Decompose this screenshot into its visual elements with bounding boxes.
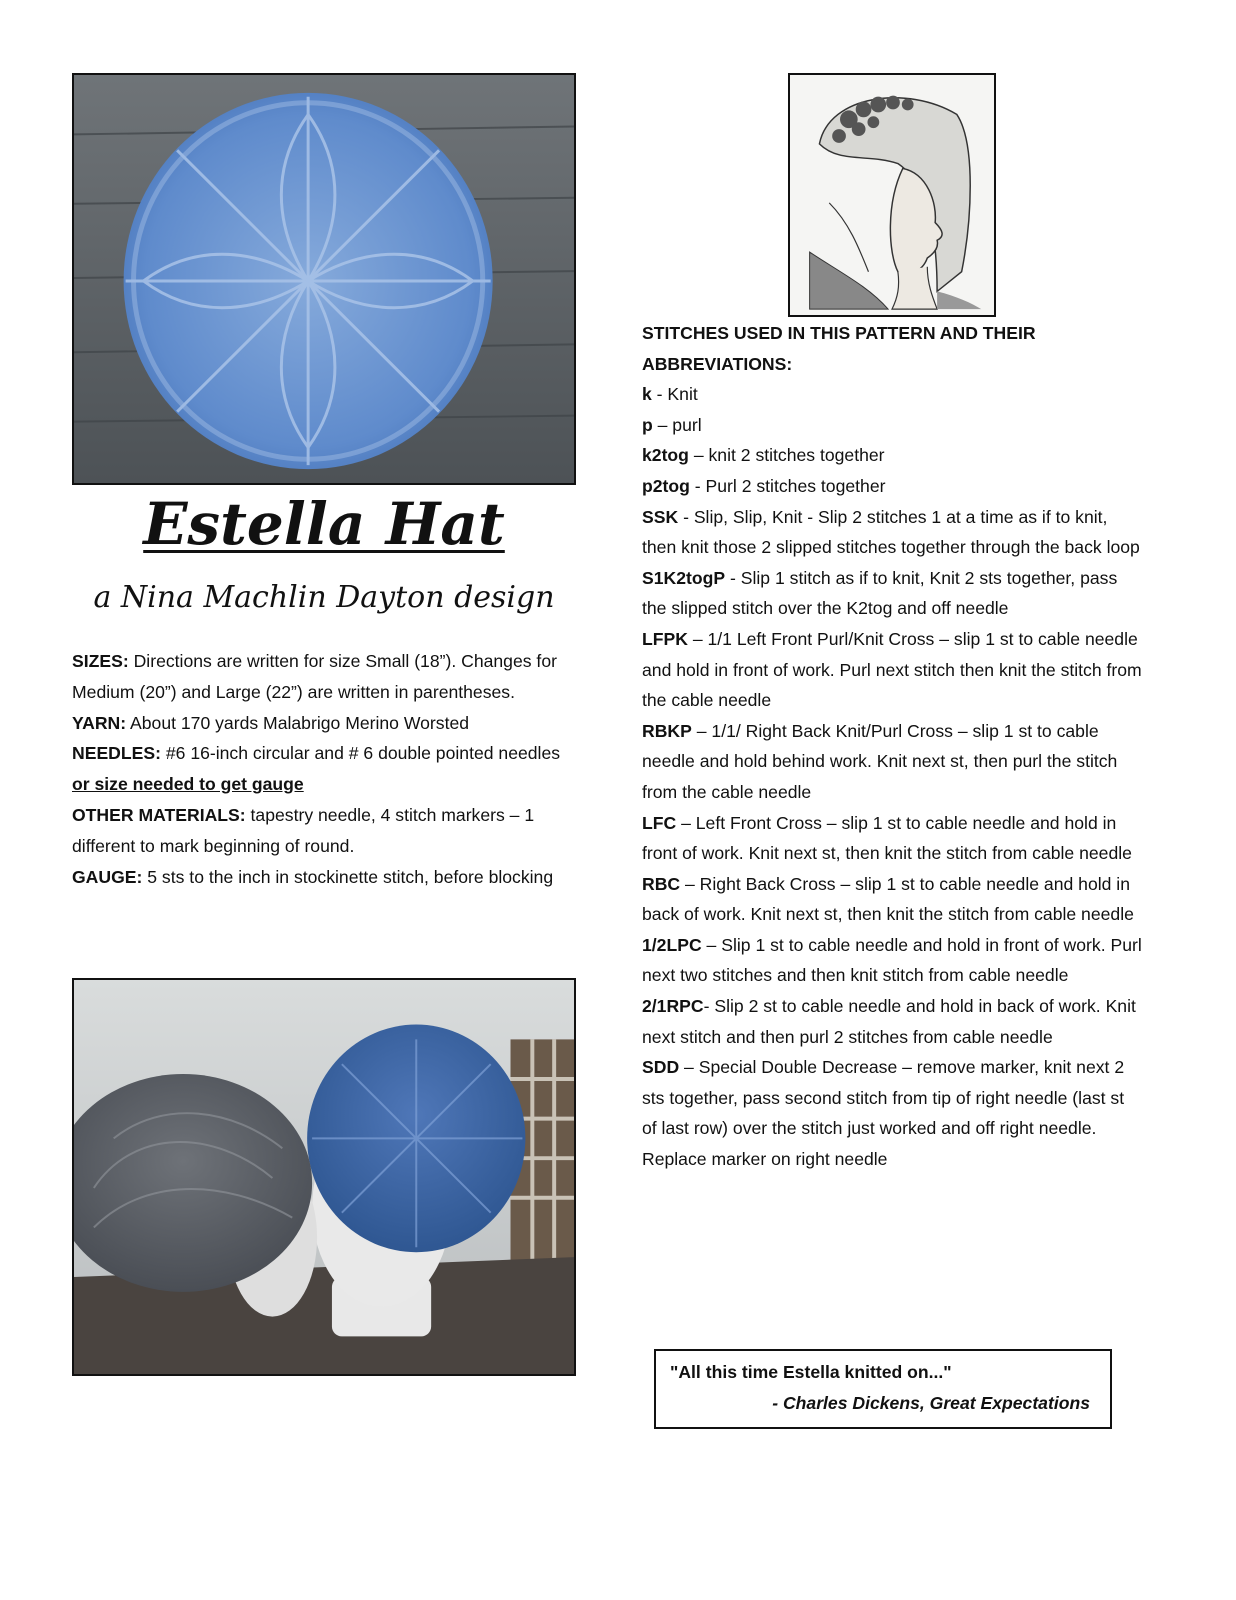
stitch-item (642, 991, 1142, 1052)
pattern-subtitle: a Nina Machlin Dayton design (93, 580, 555, 615)
bonnet-woman-illustration (790, 75, 994, 315)
stitch-list (642, 379, 1142, 1174)
stitch-description: – Slip 1 st to cable needle and hold in front of work. Purl next two stitches and then knit stitch from cable needle (642, 934, 1142, 986)
gauge-note: or size needed to get gauge (72, 774, 304, 795)
stitch-description: - Slip, Slip, Knit - Slip 2 stitches 1 at a time as if to knit, then knit those 2 slipped stitches together through the back loop (642, 506, 1140, 558)
quote-box (654, 1349, 1112, 1429)
stitch-abbreviation: k (642, 384, 652, 405)
needles-paragraph: NEEDLES: #6 16-inch circular and # 6 double pointed needles or size needed to get gauge (72, 743, 561, 795)
stitch-abbreviation: RBC (642, 873, 681, 894)
stitch-item (642, 624, 1142, 716)
stitch-description: – Special Double Decrease – remove marker, knit next 2 sts together, pass second stitch from tip of right needle (last st of last row) over the stitch just worked and off right needle. Replace marker on right needle (642, 1057, 1125, 1170)
stitch-abbreviation: SSK (642, 506, 679, 527)
stitch-item (642, 716, 1142, 808)
stitch-item (642, 563, 1142, 624)
stitch-description: – Left Front Cross – slip 1 st to cable needle and hold in front of work. Knit next st, then knit the stitch from cable needle (642, 812, 1132, 864)
stitch-abbreviation: LFPK (642, 628, 688, 649)
hats-on-mannequins-image (74, 980, 574, 1374)
stitch-abbreviation: 2/1RPC (642, 996, 704, 1017)
stitch-item (642, 1052, 1142, 1174)
materials-paragraph: OTHER MATERIALS: tapestry needle, 4 stitch markers – 1 different to mark beginning of round. (72, 804, 535, 856)
stitch-item (642, 808, 1142, 869)
pattern-title: Estella Hat (143, 490, 505, 558)
stitch-abbreviation: RBKP (642, 720, 692, 741)
stitch-description: - Purl 2 stitches together (689, 475, 886, 496)
photo-blue-beret (72, 73, 576, 485)
stitch-description: – 1/1/ Right Back Knit/Purl Cross – slip 1 st to cable needle and hold behind work. Knit next st, then purl the stitch from the cable needle (642, 720, 1118, 802)
quote-attribution: - Charles Dickens, Great Expectations (772, 1393, 1090, 1413)
stitch-abbreviation: k2tog (642, 445, 689, 466)
stitch-item (642, 502, 1142, 563)
stitch-abbreviation: LFC (642, 812, 677, 833)
quote-text: "All this time Estella knitted on..." (670, 1362, 952, 1382)
beret-top-image (74, 75, 574, 483)
stitches-heading: STITCHES USED IN THIS PATTERN AND THEIR ABBREVIATIONS: (642, 323, 1036, 374)
photo-two-hats (72, 978, 576, 1376)
stitch-description: – knit 2 stitches together (688, 445, 885, 466)
stitch-description: – Right Back Cross – slip 1 st to cable needle and hold in back of work. Knit next st, then knit the stitch from cable needle (642, 873, 1134, 925)
yarn-paragraph: YARN: About 170 yards Malabrigo Merino Worsted (72, 712, 470, 733)
stitch-item (642, 410, 1142, 441)
gauge-paragraph: GAUGE: 5 sts to the inch in stockinette stitch, before blocking (72, 866, 554, 887)
stitch-description: - Slip 2 st to cable needle and hold in back of work. Knit next stitch and then purl 2 stitches from cable needle (642, 996, 1136, 1047)
stitch-description: - Knit (651, 384, 698, 405)
stitch-abbreviation: 1/2LPC (642, 934, 702, 955)
bonnet-engraving (788, 73, 996, 317)
stitch-description: – 1/1 Left Front Purl/Knit Cross – slip 1 st to cable needle and hold in front of work. Purl next stitch then knit the stitch from the cable needle (642, 628, 1142, 711)
stitch-item (642, 930, 1142, 991)
stitch-item (642, 379, 1142, 410)
pattern-details (72, 646, 572, 892)
stitch-abbreviation: p2tog (642, 475, 690, 496)
stitches-section (642, 318, 1142, 1175)
stitch-item (642, 471, 1142, 502)
stitch-abbreviation: SDD (642, 1057, 680, 1078)
stitch-item (642, 869, 1142, 930)
stitch-abbreviation: p (642, 414, 653, 435)
stitch-description: - Slip 1 stitch as if to knit, Knit 2 sts together, pass the slipped stitch over the K2tog and off needle (642, 567, 1118, 619)
stitch-abbreviation: S1K2togP (642, 567, 726, 588)
stitch-description: – purl (652, 414, 702, 435)
sizes-paragraph: SIZES: Directions are written for size Small (18”). Changes for Medium (20”) and Large (22”) are written in parentheses. (72, 651, 557, 702)
stitch-item (642, 440, 1142, 471)
